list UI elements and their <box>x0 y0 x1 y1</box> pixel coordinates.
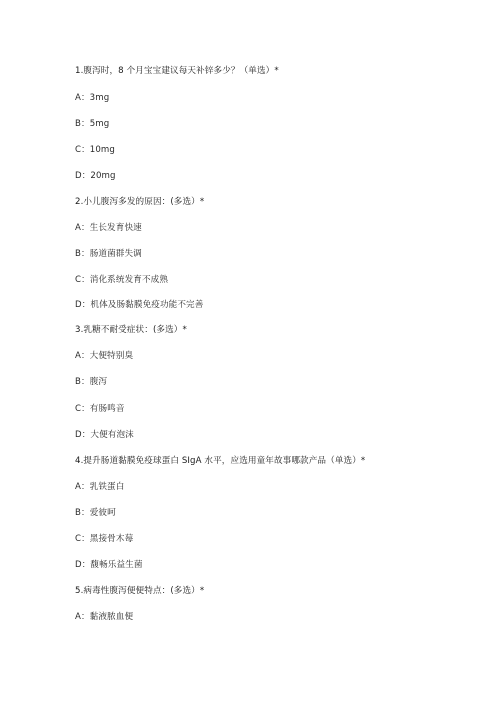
question-4-text: 4.提升肠道黏膜免疫球蛋白 SIgA 水平，应选用童年故事哪款产品（单选）* <box>75 456 366 466</box>
question-2-option-d: D：机体及肠黏膜免疫功能不完善 <box>75 300 204 310</box>
question-3-option-a: A：大便特别臭 <box>75 351 134 361</box>
question-3-option-c: C：有肠鸣音 <box>75 404 125 414</box>
question-1-option-a: A：3mg <box>75 93 110 103</box>
question-3-option-b: B：腹泻 <box>75 377 108 387</box>
question-4-option-c: C：黑接骨木莓 <box>75 534 134 544</box>
question-3-option-d: D：大便有泡沫 <box>75 430 134 440</box>
question-5-text: 5.病毒性腹泻便便特点：(多选）* <box>75 586 205 596</box>
question-4-option-d: D：馥畅乐益生菌 <box>75 560 143 570</box>
question-2-option-c: C：消化系统发育不成熟 <box>75 275 169 285</box>
question-4-option-a: A：乳铁蛋白 <box>75 482 125 492</box>
question-1-option-c: C：10mg <box>75 145 115 155</box>
question-1-text: 1.腹泻时，8 个月宝宝建议每天补锌多少？（单选）* <box>75 66 279 76</box>
question-1-option-b: B：5mg <box>75 119 110 129</box>
question-2-option-b: B：肠道菌群失调 <box>75 249 142 259</box>
question-2-option-a: A：生长发育快速 <box>75 223 142 233</box>
question-1-option-d: D：20mg <box>75 171 116 181</box>
question-3-text: 3.乳糖不耐受症状：(多选）* <box>75 325 187 335</box>
question-2-text: 2.小儿腹泻多发的原因：(多选）* <box>75 197 205 207</box>
question-5-option-a: A：黏液脓血便 <box>75 612 134 622</box>
question-4-option-b: B：爱彼呵 <box>75 508 116 518</box>
